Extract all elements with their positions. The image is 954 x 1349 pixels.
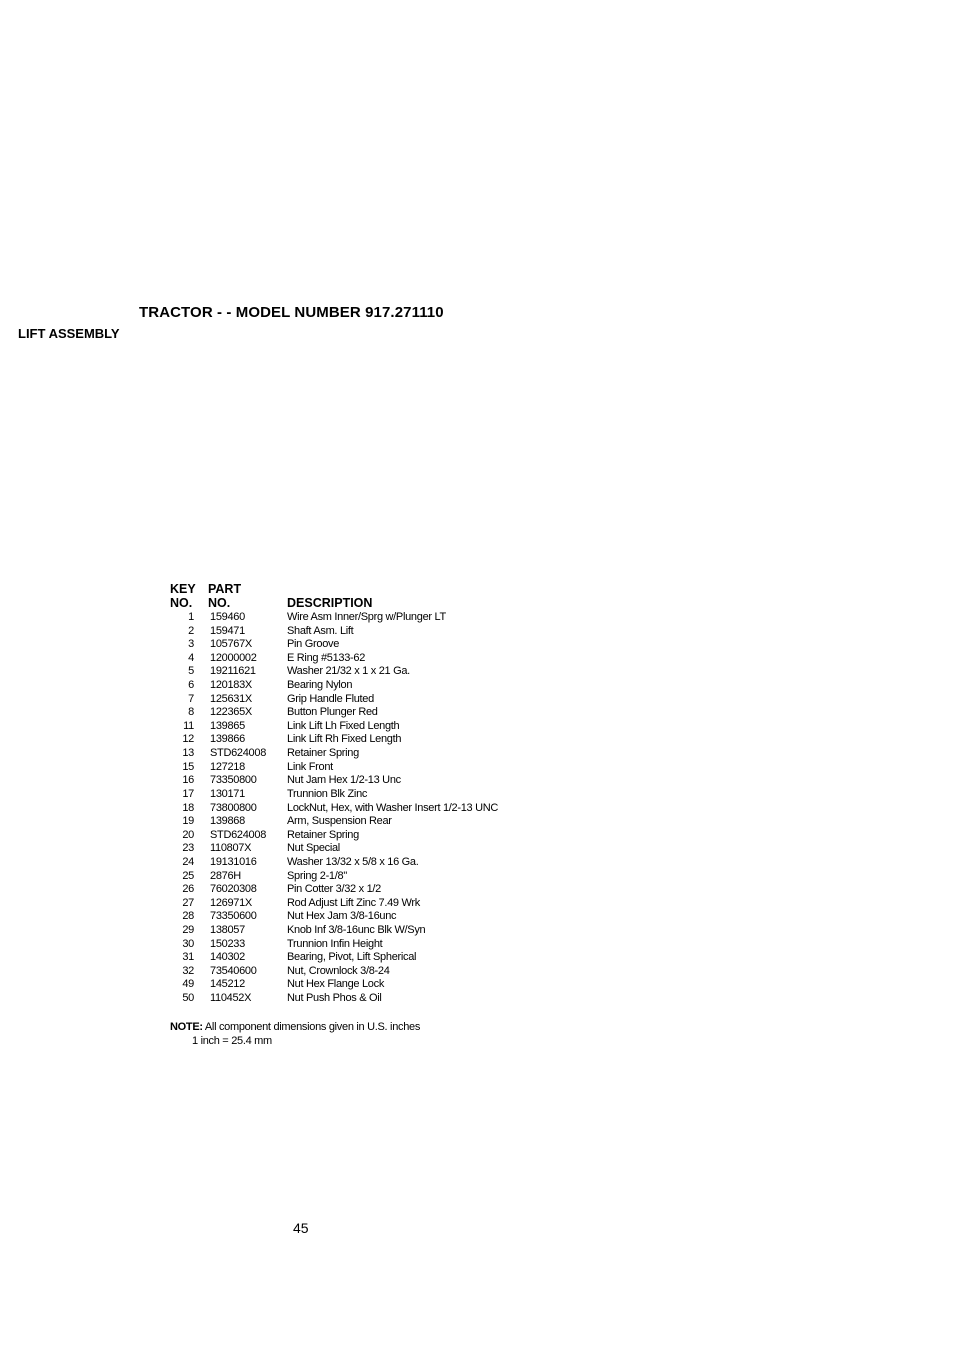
key-number: 6 (188, 679, 194, 692)
part-description: Nut Jam Hex 1/2-13 Unc (287, 774, 401, 787)
part-description: Arm, Suspension Rear (287, 815, 392, 828)
table-row (166, 856, 566, 870)
table-row (166, 992, 566, 1006)
key-number: 8 (188, 706, 194, 719)
part-number: STD624008 (210, 828, 267, 841)
note-label: NOTE: (170, 1021, 203, 1033)
part-number: 19211621 (210, 665, 256, 678)
table-row (166, 761, 566, 775)
key-number: 24 (182, 855, 194, 868)
table-row (166, 951, 566, 965)
part-number: 138057 (210, 924, 245, 937)
parts-table (166, 582, 566, 1006)
key-number: 32 (182, 964, 194, 977)
part-number: 159471 (210, 624, 245, 637)
part-description: Link Lift Rh Fixed Length (287, 733, 402, 746)
key-number: 2 (188, 624, 194, 637)
key-number: 1 (188, 611, 194, 623)
part-number: 12000002 (210, 651, 257, 664)
key-number: 49 (182, 978, 194, 991)
part-description: E Ring #5133-62 (287, 651, 366, 664)
key-number: 7 (188, 692, 194, 705)
key-number: 4 (188, 651, 194, 664)
note-line2: 1 inch = 25.4 mm (192, 1035, 272, 1047)
part-number: 139868 (210, 815, 245, 828)
part-description: Trunnion Blk Zinc (287, 787, 368, 800)
part-number: 145212 (210, 978, 245, 991)
note-line1 (170, 1020, 420, 1034)
key-number: 25 (182, 869, 194, 882)
key-number: 15 (182, 760, 194, 773)
part-number: 139865 (210, 719, 245, 732)
table-row (166, 774, 566, 788)
part-description: Nut Hex Flange Lock (287, 978, 385, 991)
part-description: Washer 13/32 x 5/8 x 16 Ga. (287, 855, 419, 868)
header-key-line2: NO. (170, 596, 193, 610)
table-row (166, 910, 566, 924)
part-number: 76020308 (210, 883, 257, 896)
part-description: Retainer Spring (287, 747, 359, 760)
part-number: 73350600 (210, 910, 257, 923)
part-number: 140302 (210, 951, 245, 964)
part-description: Pin Groove (287, 638, 340, 651)
table-row (166, 679, 566, 693)
part-description: Nut Push Phos & Oil (287, 992, 382, 1005)
key-number: 5 (188, 665, 194, 678)
part-description: Knob Inf 3/8-16unc Blk W/Syn (287, 924, 426, 937)
key-number: 23 (182, 842, 194, 855)
key-number: 16 (182, 774, 194, 787)
table-row (166, 965, 566, 979)
part-description: Rod Adjust Lift Zinc 7.49 Wrk (287, 896, 420, 909)
part-number: 150233 (210, 937, 245, 950)
part-description: Bearing, Pivot, Lift Spherical (287, 951, 417, 964)
table-row (166, 897, 566, 911)
header-part-line1: PART (208, 582, 242, 596)
part-description: Button Plunger Red (287, 706, 378, 719)
part-description: Bearing Nylon (287, 679, 353, 692)
table-row (166, 747, 566, 761)
part-description: Grip Handle Fluted (287, 692, 374, 705)
part-number: 159460 (210, 611, 245, 623)
key-number: 26 (182, 883, 194, 896)
key-number: 13 (182, 747, 194, 760)
part-number: 73800800 (210, 801, 257, 814)
part-description: Pin Cotter 3/32 x 1/2 (287, 883, 381, 896)
part-description: Wire Asm Inner/Sprg w/Plunger LT (287, 611, 446, 623)
key-number: 27 (182, 896, 194, 909)
part-description: Nut, Crownlock 3/8-24 (287, 964, 390, 977)
key-number: 31 (182, 951, 194, 964)
key-number: 11 (183, 719, 194, 732)
part-description: Nut Hex Jam 3/8-16unc (287, 910, 397, 923)
table-row (166, 870, 566, 884)
table-row (166, 829, 566, 843)
key-number: 17 (182, 787, 194, 800)
part-number: 110807X (210, 842, 252, 855)
part-number: 122365X (210, 706, 252, 719)
key-number: 20 (182, 828, 194, 841)
part-number: 139866 (210, 733, 245, 746)
key-number: 12 (182, 733, 194, 746)
part-description: LockNut, Hex, with Washer Insert 1/2-13 UNC (287, 801, 499, 814)
part-number: 125631X (210, 692, 252, 705)
section-title: LIFT ASSEMBLY (18, 326, 120, 341)
table-row (166, 611, 566, 625)
table-row (166, 802, 566, 816)
key-number: 29 (182, 924, 194, 937)
page-number: 45 (293, 1220, 309, 1236)
part-description: Shaft Asm. Lift (287, 624, 354, 637)
header-part-line2: NO. (208, 596, 231, 610)
part-description: Nut Special (287, 842, 340, 855)
note (170, 1020, 420, 1048)
part-number: 120183X (210, 679, 252, 692)
table-row (166, 924, 566, 938)
table-row (166, 733, 566, 747)
table-row (166, 652, 566, 666)
key-number: 18 (182, 801, 194, 814)
key-number: 50 (182, 992, 194, 1005)
part-description: Spring 2-1/8" (287, 869, 347, 882)
table-header (166, 582, 566, 611)
table-row (166, 842, 566, 856)
part-number: 110452X (210, 992, 252, 1005)
table-body (166, 611, 566, 1006)
table-row (166, 815, 566, 829)
part-number: 73540600 (210, 964, 257, 977)
part-number: 73350800 (210, 774, 257, 787)
table-row (166, 638, 566, 652)
part-number: 127218 (210, 760, 245, 773)
table-row (166, 665, 566, 679)
table-row (166, 706, 566, 720)
table-row (166, 788, 566, 802)
part-description: Link Front (287, 760, 333, 773)
part-number: STD624008 (210, 747, 267, 760)
key-number: 30 (182, 937, 194, 950)
table-row (166, 978, 566, 992)
header-key-line1: KEY (170, 582, 196, 596)
table-row (166, 720, 566, 734)
table-row (166, 938, 566, 952)
part-description: Retainer Spring (287, 828, 359, 841)
key-number: 28 (182, 910, 194, 923)
key-number: 19 (182, 815, 194, 828)
part-number: 2876H (210, 869, 241, 882)
part-number: 126971X (210, 896, 252, 909)
table-row (166, 693, 566, 707)
header-description: DESCRIPTION (287, 596, 373, 610)
part-description: Link Lift Lh Fixed Length (287, 719, 400, 732)
note-text: All component dimensions given in U.S. inches (202, 1021, 421, 1033)
table-row (166, 625, 566, 639)
page-title: TRACTOR - - MODEL NUMBER 917.271110 (139, 304, 444, 321)
part-number: 105767X (210, 638, 252, 651)
table-row (166, 883, 566, 897)
key-number: 3 (188, 638, 194, 651)
part-number: 130171 (210, 787, 245, 800)
part-description: Trunnion Infin Height (287, 937, 383, 950)
part-description: Washer 21/32 x 1 x 21 Ga. (287, 665, 410, 678)
part-number: 19131016 (210, 855, 257, 868)
